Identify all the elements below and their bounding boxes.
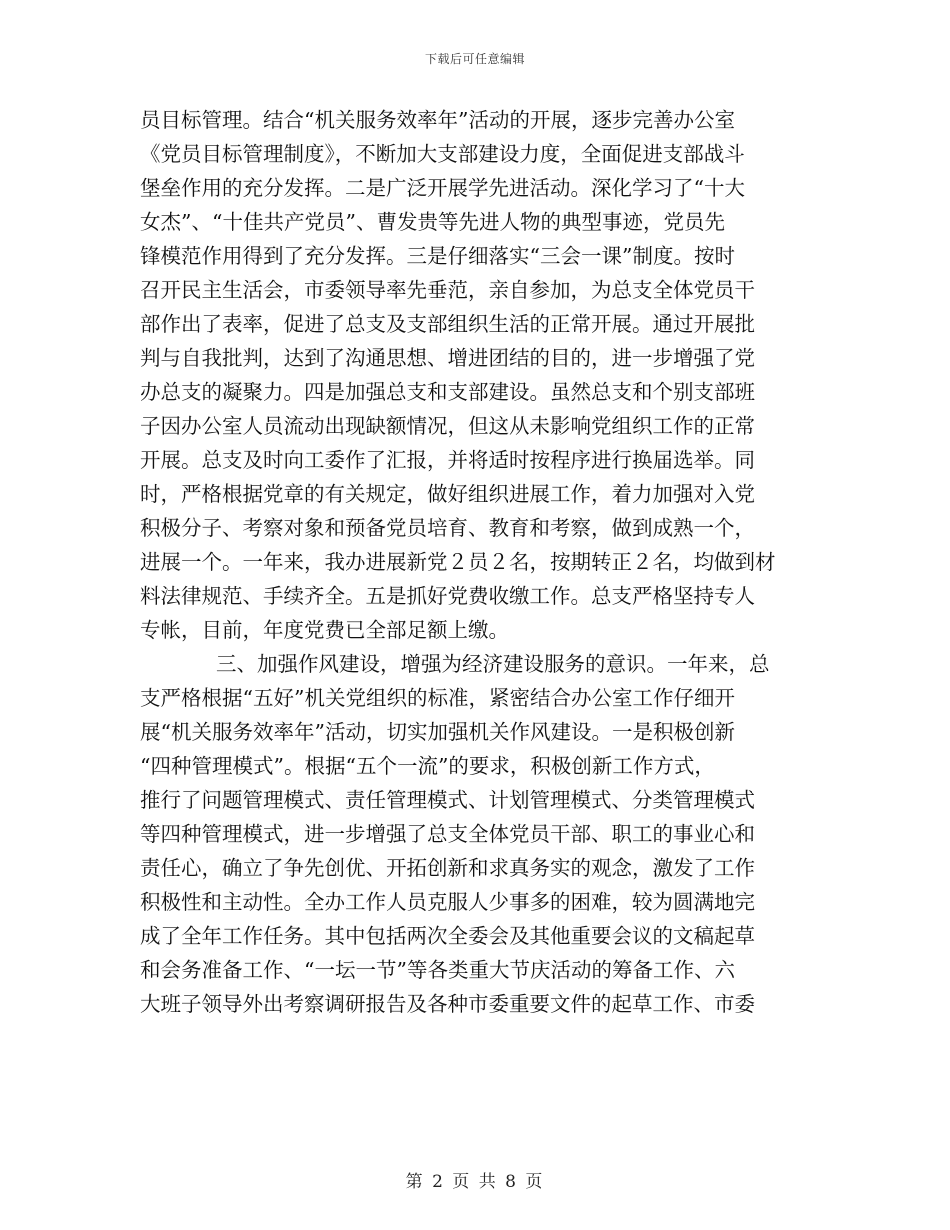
text-line: 责任心，确立了争先创优、开拓创新和求真务实的观念，激发了工作 xyxy=(140,856,755,880)
text-line: 子因办公室人员流动出现缺额情况，但这从未影响党组织工作的正常 xyxy=(140,414,755,438)
text-line: 积极性和主动性。全办工作人员克服人少事多的困难，较为圆满地完 xyxy=(140,890,755,914)
text-line: 锋模范作用得到了充分发挥。三是仔细落实“三会一课”制度。按时 xyxy=(140,244,735,268)
text-line: 办总支的凝聚力。四是加强总支和支部建设。虽然总支和个别支部班 xyxy=(140,380,755,404)
page-number-footer: 第 2 页 共 8 页 xyxy=(405,1172,545,1192)
document-body xyxy=(140,103,810,1021)
text-line: “四种管理模式”。根据“五个一流”的要求，积极创新工作方式， xyxy=(140,754,715,778)
text-line: 开展。总支及时向工委作了汇报，并将适时按程序进行换届选举。同 xyxy=(140,448,755,472)
text-line: 召开民主生活会，市委领导率先垂范，亲自参加，为总支全体党员干 xyxy=(140,278,755,302)
text-line: 三、加强作风建设，增强为经济建设服务的意识。一年来，总 xyxy=(216,652,770,676)
text-line: 专帐，目前，年度党费已全部足额上缴。 xyxy=(140,618,509,642)
text-line: 和会务准备工作、“一坛一节”等各类重大节庆活动的筹备工作、六 xyxy=(140,958,735,982)
text-line: 支严格根据“五好”机关党组织的标准，紧密结合办公室工作仔细开 xyxy=(140,686,735,710)
text-line: 部作出了表率，促进了总支及支部组织生活的正常开展。通过开展批 xyxy=(140,312,755,336)
text-line: 料法律规范、手续齐全。五是抓好党费收缴工作。总支严格坚持专人 xyxy=(140,584,755,608)
text-line: 展“机关服务效率年”活动，切实加强机关作风建设。一是积极创新 xyxy=(140,720,735,744)
page-header: 下载后可任意编辑 xyxy=(424,52,525,66)
text-line: 员目标管理。结合“机关服务效率年”活动的开展，逐步完善办公室 xyxy=(140,108,735,132)
text-line: 判与自我批判，达到了沟通思想、增进团结的目的，进一步增强了党 xyxy=(140,346,755,370)
text-line: 《党员目标管理制度》，不断加大支部建设力度，全面促进支部战斗 xyxy=(140,142,745,166)
text-line: 进展一个。一年来，我办进展新党２员２名，按期转正２名，均做到材 xyxy=(140,550,776,574)
text-line: 女杰”、“十佳共产党员”、曹发贵等先进人物的典型事迹，党员先 xyxy=(140,210,725,234)
text-line: 推行了问题管理模式、责任管理模式、计划管理模式、分类管理模式 xyxy=(140,788,755,812)
paragraph xyxy=(140,647,810,1021)
text-line: 等四种管理模式，进一步增强了总支全体党员干部、职工的事业心和 xyxy=(140,822,755,846)
text-line: 时，严格根据党章的有关规定，做好组织进展工作，着力加强对入党 xyxy=(140,482,755,506)
paragraph xyxy=(140,103,810,647)
text-line: 成了全年工作任务。其中包括两次全委会及其他重要会议的文稿起草 xyxy=(140,924,755,948)
text-line: 大班子领导外出考察调研报告及各种市委重要文件的起草工作、市委 xyxy=(140,992,755,1016)
text-line: 堡垒作用的充分发挥。二是广泛开展学先进活动。深化学习了“十大 xyxy=(140,176,745,200)
text-line: 积极分子、考察对象和预备党员培育、教育和考察，做到成熟一个， xyxy=(140,516,755,540)
